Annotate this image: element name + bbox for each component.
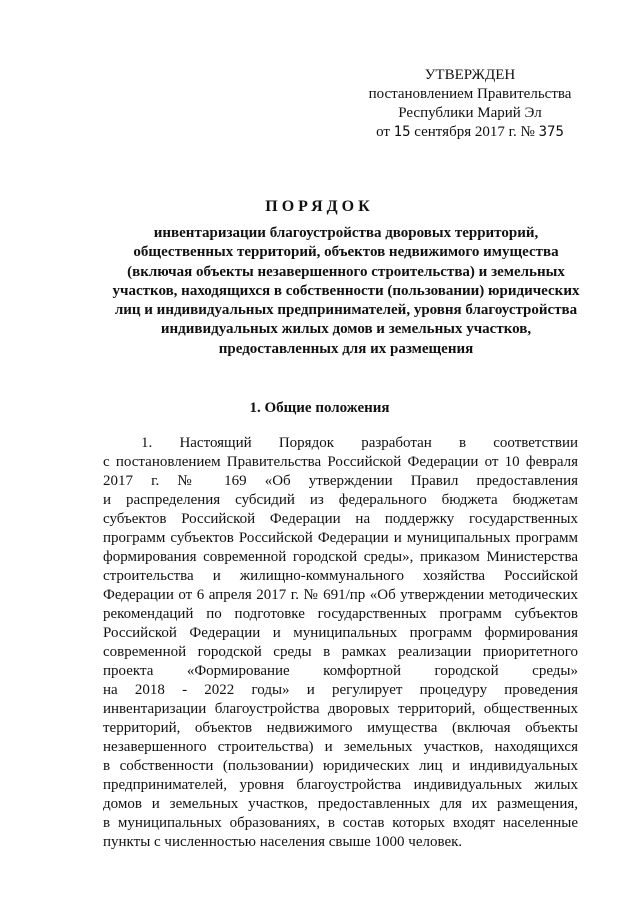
paragraph-line: современной городской среды в рамках реализации приоритетного [103, 644, 578, 660]
paragraph-line: предпринимателей, уровня благоустройства индивидуальных жилых [103, 777, 578, 793]
approval-by-resolution: постановлением Правительства [368, 86, 572, 102]
paragraph-line: формирования современной городской среды», приказом Министерства [103, 549, 578, 565]
paragraph-line: незавершенного строительства) и земельных участков, находящихся [103, 739, 578, 755]
paragraph-line: с постановлением Правительства Российской Федерации от 10 февраля [103, 454, 578, 470]
approval-stamp [350, 66, 590, 142]
paragraph-line: Федерации от 6 апреля 2017 г. № 691/пр «Об утверждении методических [103, 587, 578, 603]
approval-title: УТВЕРЖДЕН [424, 67, 516, 83]
approval-date-rest: сентября 2017 г. № [414, 124, 535, 140]
section-paragraph [103, 434, 578, 852]
paragraph-line: и распределения субсидий из федерального бюджета бюджетам [103, 492, 578, 508]
paragraph-line: в муниципальных образованиях, в состав которых входят населенные [103, 815, 578, 831]
subtitle-line: общественных территорий, объектов недвижимого имущества [133, 244, 559, 261]
subtitle-line: лиц и индивидуальных предпринимателей, уровня благоустройства [114, 302, 578, 319]
subtitle-line: участков, находящихся в собственности (пользовании) юридических [112, 282, 580, 299]
approval-date-day: 15 [393, 124, 411, 140]
paragraph-line: программ субъектов Российской Федерации и муниципальных программ [103, 530, 578, 546]
subtitle-line: индивидуальных жилых домов и земельных участков, [160, 321, 532, 338]
approval-date-line [350, 123, 590, 142]
approval-date-prefix: от [376, 124, 390, 140]
subtitle-line: предоставленных для их размещения [218, 340, 474, 357]
subtitle-line: (включая объекты незавершенного строительства) и земельных [127, 263, 565, 280]
document-subtitle [96, 224, 596, 359]
paragraph-line: строительства и жилищно-коммунального хозяйства Российской [103, 568, 578, 584]
approval-doc-number: 375 [538, 124, 564, 140]
paragraph-line: инвентаризации благоустройства дворовых территорий, общественных [103, 701, 578, 717]
section-heading: 1. Общие положения [249, 400, 390, 416]
paragraph-line: в собственности (пользовании) юридических лиц и индивидуальных [103, 758, 578, 774]
paragraph-line: 1. Настоящий Порядок разработан в соответствии [141, 435, 578, 451]
paragraph-line: 2017 г. № 169 «Об утверждении Правил предоставления [103, 473, 578, 489]
approval-republic: Республики Марий Эл [398, 105, 542, 121]
document-title: ПОРЯДОК [265, 198, 374, 215]
paragraph-line: субъектов Российской Федерации на поддержку государственных [103, 511, 578, 527]
paragraph-line: территорий, объектов недвижимого имущества (включая объекты [103, 720, 578, 736]
paragraph-line: проекта «Формирование комфортной городской среды» [103, 663, 578, 679]
paragraph-line: пункты с численностью населения свыше 1000 человек. [103, 834, 463, 850]
paragraph-line: домов и земельных участков, предоставленных для их размещения, [103, 796, 578, 812]
subtitle-line: инвентаризации благоустройства дворовых территорий, [153, 225, 539, 241]
paragraph-line: на 2018 - 2022 годы» и регулирует процедуру проведения [103, 682, 578, 698]
paragraph-line: рекомендаций по подготовке государственных программ субъектов [103, 606, 578, 622]
paragraph-line: Российской Федерации и муниципальных программ формирования [103, 625, 578, 641]
